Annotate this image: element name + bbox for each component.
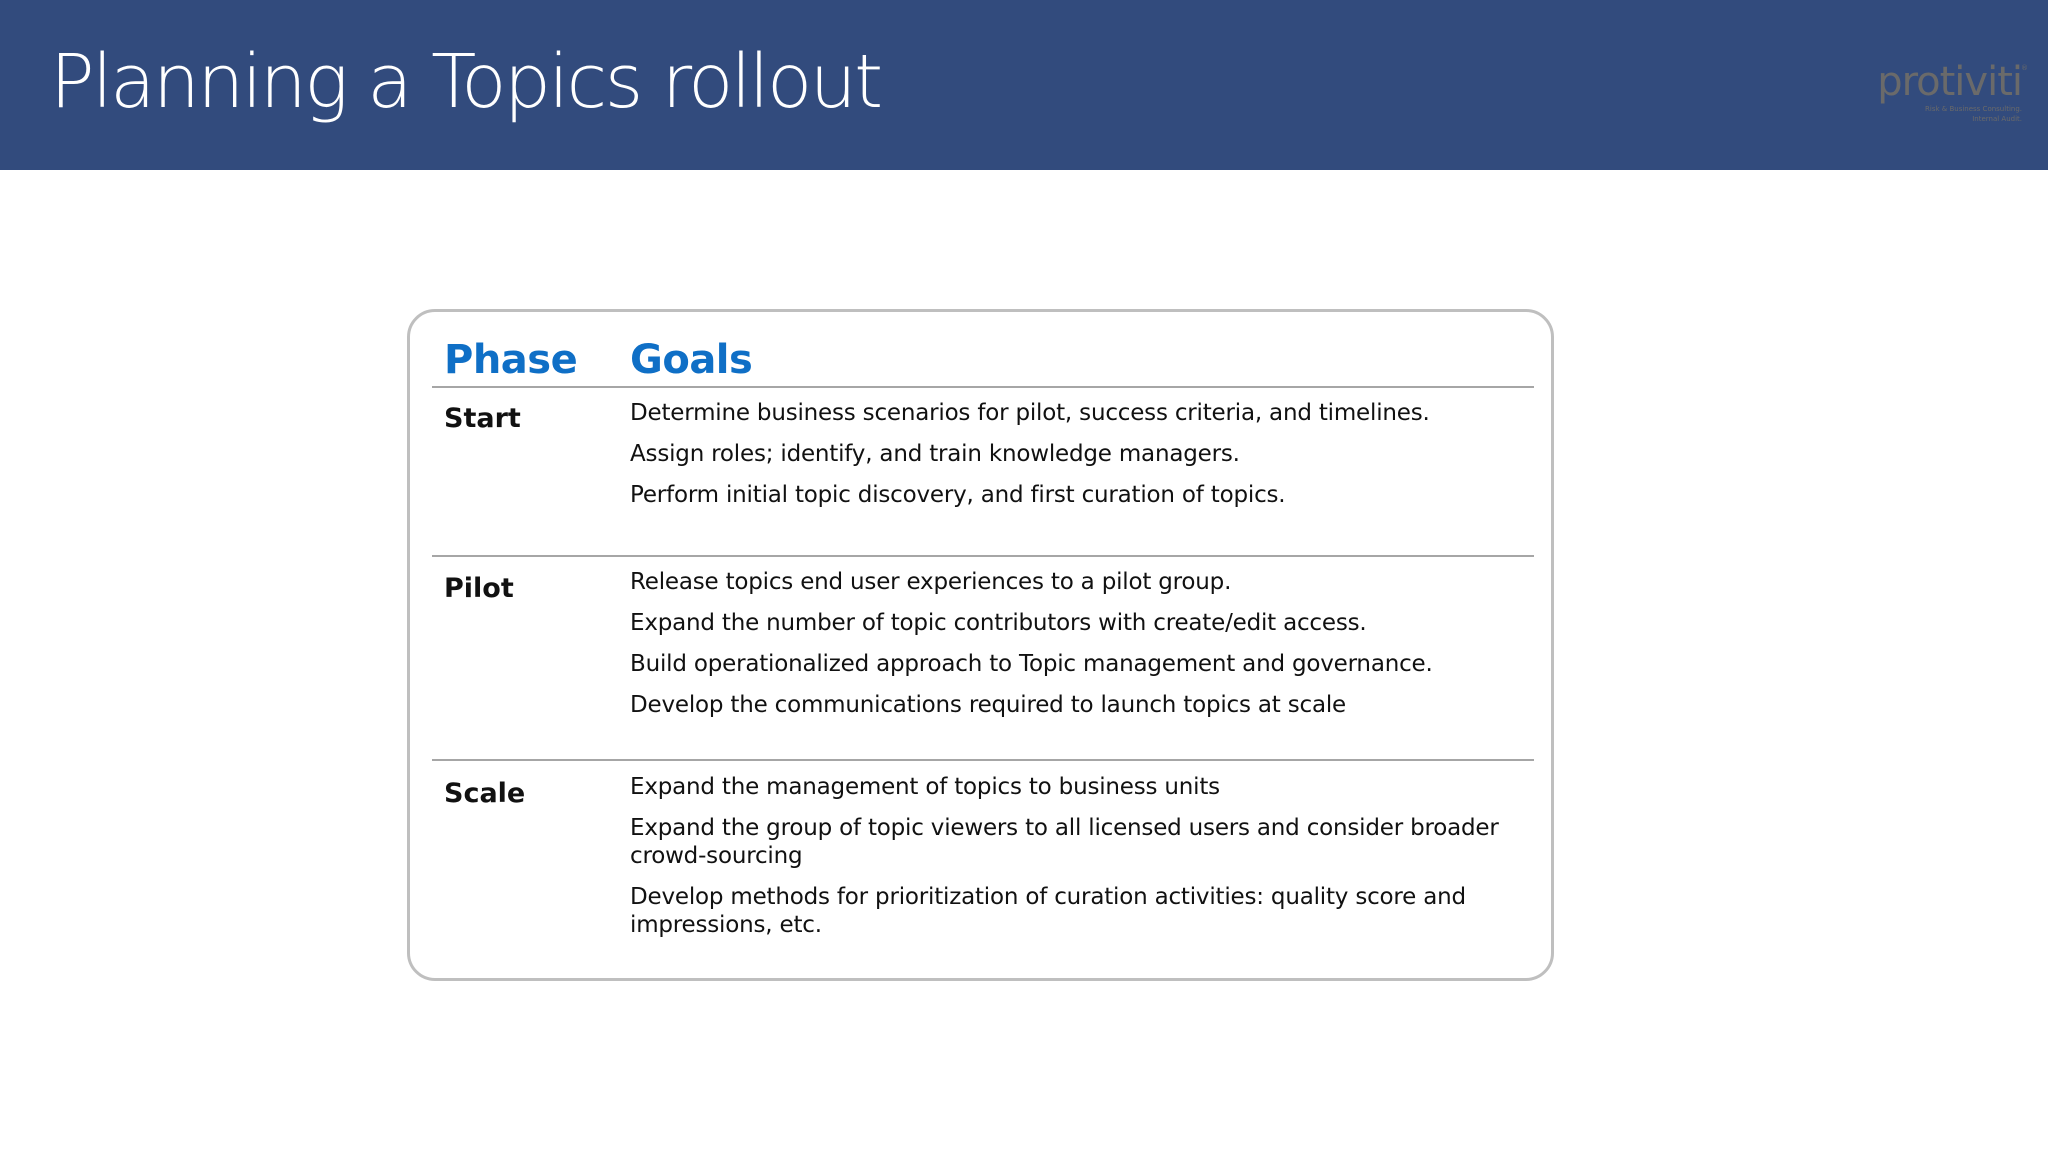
goal-item: Determine business scenarios for pilot, success criteria, and timelines. <box>630 400 1430 426</box>
title-banner <box>0 0 2048 170</box>
logo-wordmark: protiviti <box>1877 59 2022 105</box>
phase-label-pilot: Pilot <box>444 573 514 604</box>
goals-list-pilot <box>630 568 1510 732</box>
goals-list-start <box>630 399 1510 522</box>
row-divider <box>432 759 1534 761</box>
goal-item: Expand the group of topic viewers to all licensed users and consider broader crowd-sourcing <box>630 815 1499 869</box>
goal-item: Expand the management of topics to business units <box>630 774 1220 800</box>
header-divider <box>432 386 1534 388</box>
logo-registered-mark: ® <box>2021 64 2028 72</box>
slide-title: Planning a Topics rollout <box>50 39 881 125</box>
rollout-phases-table <box>407 309 1554 981</box>
protiviti-logo <box>1852 59 2028 124</box>
phase-label-scale: Scale <box>444 778 526 809</box>
goal-item: Expand the number of topic contributors with create/edit access. <box>630 610 1367 636</box>
goal-item: Develop the communications required to launch topics at scale <box>630 692 1346 718</box>
goals-column-header: Goals <box>630 337 753 383</box>
logo-tagline-2: Internal Audit. <box>1972 115 2022 123</box>
goals-list-scale <box>630 773 1510 952</box>
phase-column-header: Phase <box>444 337 578 383</box>
row-divider <box>432 555 1534 557</box>
goal-item: Develop methods for prioritization of curation activities: quality score and impressions, etc. <box>630 884 1466 938</box>
goal-item: Release topics end user experiences to a pilot group. <box>630 569 1232 595</box>
logo-tagline-1: Risk & Business Consulting. <box>1925 105 2022 113</box>
goal-item: Build operationalized approach to Topic management and governance. <box>630 651 1433 677</box>
phase-label-start: Start <box>444 403 521 434</box>
goal-item: Perform initial topic discovery, and first curation of topics. <box>630 482 1286 508</box>
goal-item: Assign roles; identify, and train knowledge managers. <box>630 441 1240 467</box>
